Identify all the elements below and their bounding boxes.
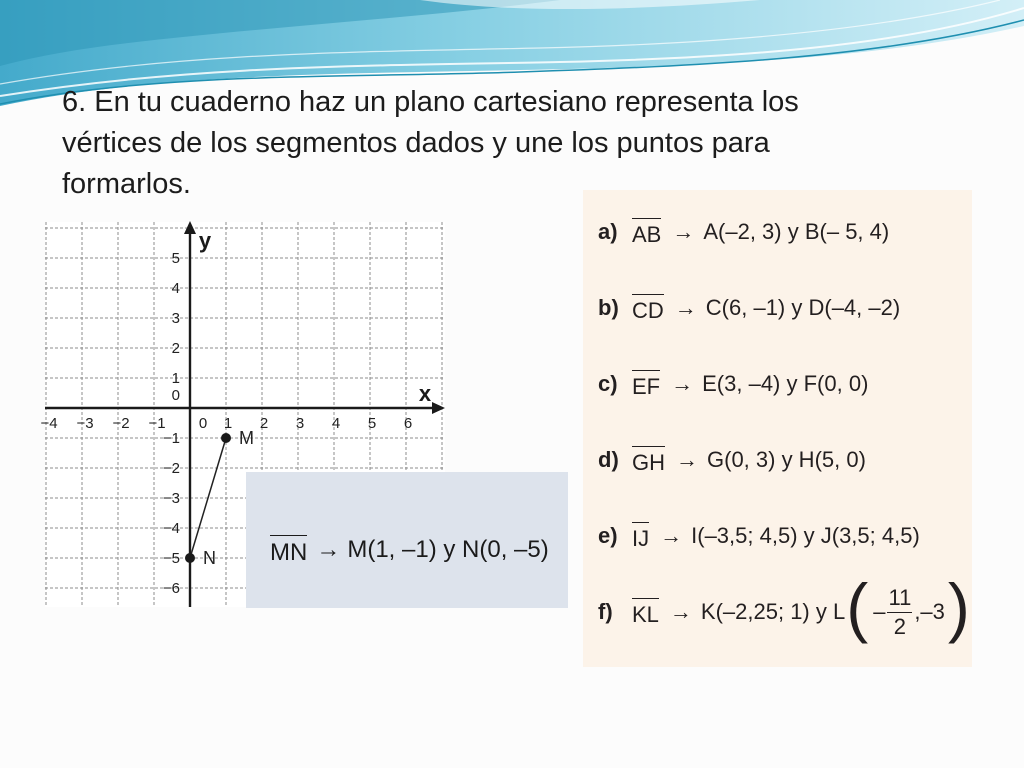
segment-points: G(0, 3) y H(5, 0)	[707, 447, 866, 472]
x-tick-label: −2	[112, 415, 130, 432]
open-parenthesis: (	[846, 570, 869, 644]
exercise-letter: a)	[598, 219, 618, 244]
coordinate-rest: ,–3	[914, 599, 945, 624]
segment-points: M(1, –1) y N(0, –5)	[347, 536, 549, 563]
exercise-letter: e)	[598, 523, 618, 548]
segment-label: IJ	[632, 522, 649, 550]
arrow-right-icon: →	[316, 536, 341, 563]
fraction-denominator: 2	[893, 613, 907, 639]
x-tick-label: 6	[403, 415, 413, 432]
x-tick-label: 3	[295, 415, 305, 432]
x-tick-label: 1	[223, 415, 233, 432]
point-label-m: M	[239, 428, 254, 448]
arrow-right-icon: →	[660, 523, 683, 548]
point-m	[221, 433, 231, 443]
close-parenthesis: )	[947, 570, 970, 644]
segment-points: K(–2,25; 1) y L	[700, 599, 846, 624]
exercise-letter: c)	[598, 371, 618, 396]
y-tick-label: 3	[171, 310, 180, 327]
x-tick-label: −3	[76, 415, 94, 432]
slide-title	[62, 82, 799, 205]
exercise-item-b	[598, 270, 972, 346]
y-tick-label: −3	[162, 490, 180, 507]
y-tick-label: 5	[171, 250, 180, 267]
title-line: 6. En tu cuaderno haz un plano cartesiano representa los	[62, 86, 799, 118]
exercise-item-f	[598, 570, 972, 650]
y-tick-label: 0	[171, 387, 180, 404]
exercise-letter: d)	[598, 447, 619, 472]
segment-label: EF	[632, 370, 660, 398]
x-axis-label: x	[418, 381, 432, 406]
fraction-numerator: 11	[887, 587, 912, 613]
y-tick-label: −5	[162, 550, 180, 567]
exercise-item-d	[598, 422, 972, 498]
y-tick-label: −4	[162, 520, 180, 537]
segment-label: CD	[632, 294, 664, 322]
y-tick-label: 4	[171, 280, 180, 297]
segment-points: C(6, –1) y D(–4, –2)	[705, 295, 901, 320]
y-tick-label: 1	[171, 370, 180, 387]
segment-points: I(–3,5; 4,5) y J(3,5; 4,5)	[691, 523, 920, 548]
arrow-right-icon: →	[672, 219, 695, 244]
x-tick-label: 5	[367, 415, 377, 432]
segment-label: GH	[632, 446, 665, 474]
exercise-item-a	[598, 194, 972, 270]
exercise-item-e	[598, 498, 972, 574]
x-tick-label: 0	[198, 415, 208, 432]
y-tick-label: −2	[162, 460, 180, 477]
arrow-right-icon: →	[669, 599, 692, 624]
arrow-right-icon: →	[676, 447, 698, 472]
exercise-letter: f)	[598, 599, 613, 624]
x-tick-label: −4	[40, 415, 58, 432]
segment-points: E(3, –4) y F(0, 0)	[702, 371, 869, 396]
point-label-n: N	[203, 548, 216, 568]
y-tick-label: −1	[162, 430, 180, 447]
segment-callout	[246, 472, 568, 608]
segment-label: KL	[632, 598, 659, 626]
fraction	[887, 584, 912, 639]
arrow-right-icon: →	[671, 371, 694, 396]
y-axis-label: y	[198, 228, 212, 253]
exercise-item-c	[598, 346, 972, 422]
segment-points: A(–2, 3) y B(– 5, 4)	[703, 219, 890, 244]
arrow-right-icon: →	[674, 295, 697, 320]
exercise-panel	[583, 190, 972, 667]
title-line: formarlos.	[62, 168, 191, 200]
fraction-sign: –	[873, 599, 886, 624]
y-tick-label: −6	[162, 580, 180, 597]
x-tick-label: 2	[259, 415, 269, 432]
segment-label: MN	[270, 535, 307, 565]
title-line: vértices de los segmentos dados y une los puntos para	[62, 127, 770, 159]
x-tick-label: −1	[148, 415, 166, 432]
exercise-letter: b)	[598, 295, 619, 320]
segment-label: AB	[632, 218, 661, 246]
point-n	[185, 553, 195, 563]
x-tick-label: 4	[331, 415, 341, 432]
y-tick-label: 2	[171, 340, 180, 357]
